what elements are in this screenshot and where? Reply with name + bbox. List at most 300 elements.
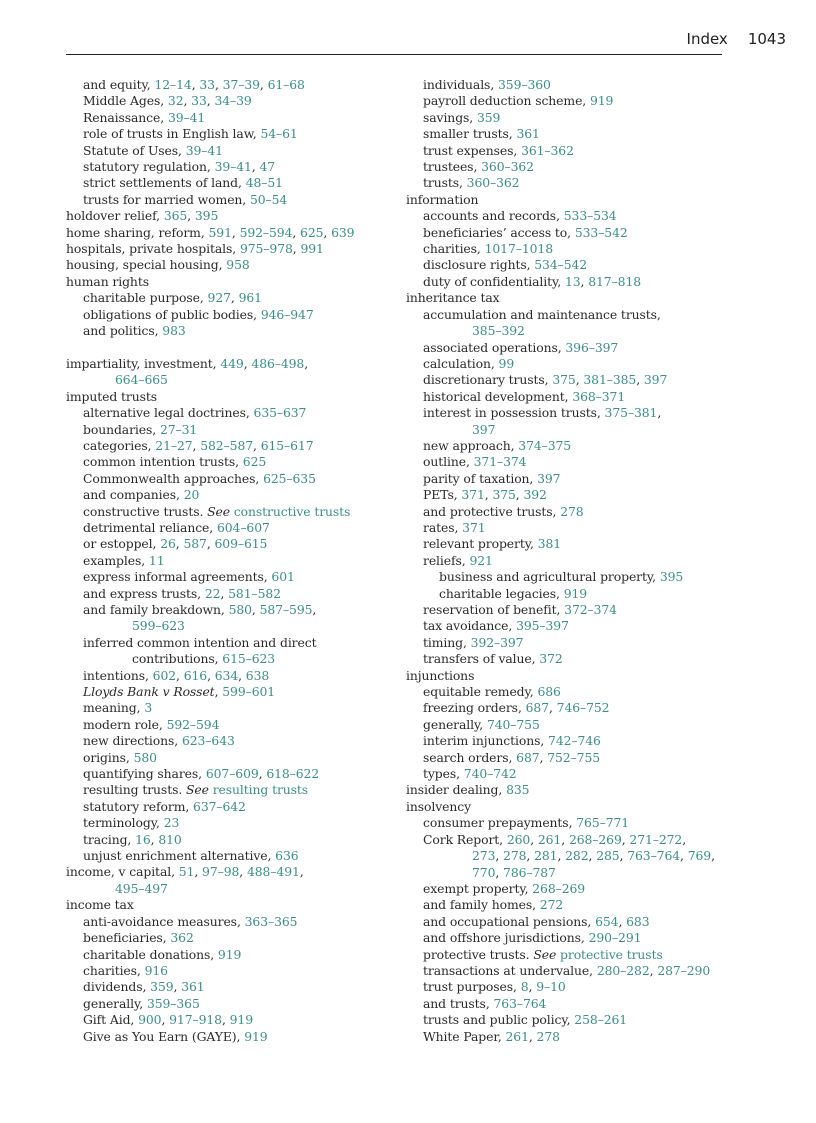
page-reference-link[interactable]: 991 bbox=[300, 241, 324, 257]
index-entry bbox=[406, 799, 786, 815]
page-reference-link[interactable]: 602 bbox=[152, 667, 177, 683]
page-reference-link[interactable]: 278 bbox=[503, 848, 527, 864]
page-reference-link[interactable]: 921 bbox=[469, 552, 493, 568]
entry-text: , bbox=[528, 979, 537, 995]
index-entry bbox=[66, 848, 426, 864]
page-reference-link[interactable]: 625–635 bbox=[263, 470, 316, 486]
page-reference-link[interactable]: 397 bbox=[472, 421, 496, 437]
page-reference-link[interactable]: 372 bbox=[539, 651, 563, 667]
page-reference-link[interactable]: 39–41 bbox=[167, 109, 206, 125]
page-reference-link[interactable]: 287–290 bbox=[657, 962, 711, 978]
page-reference-link[interactable]: 361 bbox=[181, 979, 205, 995]
entry-text: Gift Aid, bbox=[83, 1012, 139, 1028]
page-reference-link[interactable]: 683 bbox=[626, 913, 650, 929]
entry-text: equitable remedy, bbox=[423, 684, 538, 700]
page-reference-link[interactable]: 534–542 bbox=[534, 257, 588, 273]
page-reference-link[interactable]: 917–918 bbox=[169, 1012, 222, 1028]
page-reference-link[interactable]: 397 bbox=[643, 372, 668, 388]
entry-text: , bbox=[515, 487, 524, 503]
page-reference-link[interactable]: 13 bbox=[564, 273, 581, 289]
page-reference-link[interactable]: 623–643 bbox=[181, 733, 235, 749]
page-reference-link[interactable]: 280–282 bbox=[596, 962, 650, 978]
entry-text: trustees, bbox=[423, 159, 482, 175]
page-reference-link[interactable]: 278 bbox=[536, 1028, 560, 1044]
entry-text: trusts, bbox=[423, 175, 467, 191]
entry-text: , bbox=[530, 831, 538, 847]
page-reference-link[interactable]: 368–371 bbox=[572, 388, 626, 404]
index-entry bbox=[406, 356, 786, 372]
entry-text: statutory regulation, bbox=[83, 159, 215, 175]
index-entry bbox=[406, 553, 786, 569]
page-reference-link[interactable]: 1017–1018 bbox=[484, 241, 553, 257]
entry-text: , bbox=[220, 585, 229, 601]
page-reference-link[interactable]: 634 bbox=[214, 667, 239, 683]
page-reference-link[interactable]: 8 bbox=[520, 979, 529, 995]
entry-text: , bbox=[495, 848, 504, 864]
entry-text: anti-avoidance measures, bbox=[83, 913, 245, 929]
page-reference-link[interactable]: 664–665 bbox=[115, 372, 168, 388]
page-reference-link[interactable]: 11 bbox=[148, 552, 165, 568]
page-reference-link[interactable]: 599–601 bbox=[222, 684, 276, 700]
page-reference-link[interactable]: 740–742 bbox=[463, 766, 517, 782]
entry-text: and companies, bbox=[83, 487, 184, 503]
entry-text: Statute of Uses, bbox=[83, 142, 186, 158]
entry-text: impartiality, investment, bbox=[66, 355, 221, 371]
page-reference-link[interactable]: 27–31 bbox=[159, 421, 198, 437]
page-reference-link[interactable]: 37–39 bbox=[222, 77, 260, 92]
index-entry bbox=[66, 323, 426, 339]
page-reference-link[interactable]: 273 bbox=[472, 848, 496, 864]
page-reference-link[interactable]: 786–787 bbox=[503, 864, 556, 880]
page-reference-link[interactable]: 375 bbox=[492, 487, 516, 503]
index-entry bbox=[406, 733, 786, 749]
index-entry bbox=[66, 307, 426, 323]
page-reference-link[interactable]: 392 bbox=[523, 487, 547, 503]
entry-text: obligations of public bodies, bbox=[83, 306, 261, 322]
page-reference-link[interactable]: constructive trusts bbox=[233, 503, 351, 519]
page-reference-link[interactable]: 61–68 bbox=[267, 77, 305, 92]
page-reference-link[interactable]: 765–771 bbox=[576, 815, 630, 831]
entry-text: , bbox=[251, 601, 260, 617]
page-reference-link[interactable]: 268–269 bbox=[532, 880, 586, 896]
entry-text: accounts and records, bbox=[423, 208, 564, 224]
page-reference-link[interactable]: 635–637 bbox=[253, 405, 307, 421]
entry-text: information bbox=[406, 191, 479, 207]
index-entry bbox=[66, 733, 426, 749]
page-reference-link[interactable]: 581–582 bbox=[228, 585, 281, 601]
page-reference-link[interactable]: 278 bbox=[560, 503, 584, 519]
index-entry bbox=[406, 766, 786, 782]
page-reference-link[interactable]: 290–291 bbox=[588, 930, 642, 946]
page-reference-link[interactable]: 961 bbox=[238, 290, 262, 306]
index-entry bbox=[406, 782, 786, 798]
page-reference-link[interactable]: 927 bbox=[207, 290, 231, 306]
index-entry bbox=[406, 996, 786, 1012]
page-reference-link[interactable]: 636 bbox=[275, 848, 299, 864]
page-reference-link[interactable]: 770 bbox=[472, 864, 496, 880]
index-entry bbox=[66, 864, 426, 880]
page-reference-link[interactable]: 47 bbox=[259, 159, 276, 175]
entry-text: charitable legacies, bbox=[439, 585, 564, 601]
entry-text: generally, bbox=[423, 716, 487, 732]
page-reference-link[interactable]: 48–51 bbox=[245, 175, 283, 191]
entry-text: , bbox=[176, 667, 184, 683]
index-entry bbox=[406, 700, 786, 716]
entry-text: and family breakdown, bbox=[83, 601, 229, 617]
page-reference-link[interactable]: 361 bbox=[516, 126, 540, 142]
entry-text: calculation, bbox=[423, 355, 499, 371]
index-column-right bbox=[406, 77, 786, 1045]
page-reference-link[interactable]: 607–609 bbox=[205, 766, 259, 782]
entry-text: , bbox=[575, 372, 584, 388]
page-reference-link[interactable]: 592–594 bbox=[239, 224, 293, 240]
page-reference-link[interactable]: 285 bbox=[596, 848, 620, 864]
page-reference-link[interactable]: 654 bbox=[595, 913, 619, 929]
page-reference-link[interactable]: 495–497 bbox=[115, 880, 168, 896]
index-entry bbox=[406, 93, 786, 109]
page-reference-link[interactable]: 359 bbox=[150, 979, 174, 995]
entry-text: meaning, bbox=[83, 700, 145, 716]
page-reference-link[interactable]: 946–947 bbox=[260, 306, 314, 322]
page-reference-link[interactable]: 97–98 bbox=[202, 864, 240, 880]
page-reference-link[interactable]: 919 bbox=[244, 1028, 268, 1044]
page-reference-link[interactable]: 3 bbox=[144, 700, 153, 716]
index-entry bbox=[406, 897, 786, 913]
entry-text: , bbox=[292, 241, 301, 257]
index-entry bbox=[66, 832, 426, 848]
page-reference-link[interactable]: protective trusts bbox=[560, 946, 663, 962]
page-reference-link[interactable]: 983 bbox=[162, 323, 186, 339]
entry-text: , bbox=[253, 437, 261, 453]
entry-text: , bbox=[580, 273, 589, 289]
page-reference-link[interactable]: 23 bbox=[163, 815, 180, 831]
page-reference-link[interactable]: 488–491 bbox=[246, 864, 300, 880]
page-reference-link[interactable]: 261 bbox=[537, 831, 562, 847]
index-entry bbox=[66, 979, 426, 995]
entry-text: , bbox=[711, 848, 715, 864]
page-reference-link[interactable]: 599–623 bbox=[132, 618, 185, 634]
page-reference-link[interactable]: 686 bbox=[537, 684, 561, 700]
index-entry bbox=[406, 405, 786, 421]
index-entry bbox=[406, 750, 786, 766]
page-reference-link[interactable]: 919 bbox=[217, 946, 242, 962]
page-reference-link[interactable]: 625 bbox=[242, 454, 267, 470]
page-reference-link[interactable]: 587 bbox=[183, 536, 207, 552]
page-reference-link[interactable]: 395–397 bbox=[516, 618, 569, 634]
page-reference-link[interactable]: 363–365 bbox=[244, 913, 298, 929]
index-entry bbox=[406, 520, 786, 536]
index-entry bbox=[66, 241, 426, 257]
entry-text: Middle Ages, bbox=[83, 93, 168, 109]
running-header bbox=[66, 30, 786, 54]
page-reference-link[interactable]: 975–978 bbox=[239, 241, 293, 257]
page-reference-link[interactable]: 742–746 bbox=[548, 733, 601, 749]
index-entry bbox=[66, 782, 426, 798]
entry-text: , bbox=[557, 848, 566, 864]
index-entry bbox=[66, 963, 426, 979]
page-reference-link[interactable]: 592–594 bbox=[166, 716, 220, 732]
page-reference-link[interactable]: 375 bbox=[552, 372, 576, 388]
page-reference-link[interactable]: 51 bbox=[178, 864, 195, 880]
page-reference-link[interactable]: 361–362 bbox=[521, 142, 574, 158]
index-entry bbox=[406, 979, 786, 995]
page-reference-link[interactable]: 587–595 bbox=[259, 601, 313, 617]
entry-text: express informal agreements, bbox=[83, 569, 272, 585]
entry-text: inheritance tax bbox=[406, 290, 500, 306]
page-reference-link[interactable]: 16 bbox=[135, 831, 151, 847]
page-reference-link[interactable]: 33 bbox=[191, 93, 207, 109]
index-entry bbox=[406, 487, 786, 503]
page-reference-link[interactable]: 486–498 bbox=[251, 355, 305, 371]
page-reference-link[interactable]: 638 bbox=[245, 667, 270, 683]
page-reference-link[interactable]: 580 bbox=[133, 749, 157, 765]
index-entry bbox=[66, 569, 426, 585]
entry-text: strict settlements of land, bbox=[83, 175, 246, 191]
entry-text: intentions, bbox=[83, 667, 153, 683]
page-reference-link[interactable]: 281 bbox=[534, 848, 558, 864]
entry-text: , bbox=[173, 979, 182, 995]
page-reference-link[interactable]: 687 bbox=[516, 749, 540, 765]
page-reference-link[interactable]: 601 bbox=[271, 569, 295, 585]
entry-text: boundaries, bbox=[83, 421, 160, 437]
entry-text: White Paper, bbox=[423, 1028, 506, 1044]
index-entry bbox=[406, 389, 786, 405]
italic-text: See bbox=[533, 946, 557, 962]
index-entry bbox=[66, 290, 426, 306]
entry-text: modern role, bbox=[83, 716, 167, 732]
page-reference-link[interactable]: 372–374 bbox=[564, 602, 617, 617]
page-reference-link[interactable]: 371 bbox=[462, 519, 486, 535]
page-reference-link[interactable]: 919 bbox=[589, 93, 614, 109]
page-reference-link[interactable]: 33 bbox=[199, 77, 215, 92]
entry-text: dividends, bbox=[83, 979, 151, 995]
index-entry bbox=[66, 700, 426, 716]
index-entry bbox=[406, 225, 786, 241]
page-reference-link[interactable]: 50–54 bbox=[249, 191, 288, 207]
index-entry bbox=[406, 192, 786, 208]
index-entry bbox=[66, 389, 426, 405]
entry-text: and express trusts, bbox=[83, 585, 205, 601]
page-reference-link[interactable]: 360–362 bbox=[481, 159, 534, 175]
entry-text: human rights bbox=[66, 273, 149, 289]
entry-text: smaller trusts, bbox=[423, 126, 517, 142]
entry-text: , bbox=[621, 831, 630, 847]
entry-text: , bbox=[251, 159, 260, 175]
index-entry bbox=[406, 832, 786, 848]
page-reference-link[interactable]: 916 bbox=[144, 962, 168, 978]
entry-text: contributions, bbox=[132, 651, 223, 667]
page-reference-link[interactable]: 746–752 bbox=[556, 700, 610, 716]
page-reference-link[interactable]: 359–360 bbox=[498, 77, 551, 92]
index-entry bbox=[406, 668, 786, 684]
page-reference-link[interactable]: 381 bbox=[537, 536, 562, 552]
entry-text: tax avoidance, bbox=[423, 618, 517, 634]
index-entry bbox=[406, 290, 786, 306]
index-entry bbox=[66, 274, 426, 290]
page-reference-link[interactable]: 371 bbox=[461, 487, 485, 503]
index-entry bbox=[406, 586, 786, 602]
index-entry bbox=[406, 963, 786, 979]
entry-text: income tax bbox=[66, 897, 134, 913]
page-reference-link[interactable]: 817–818 bbox=[588, 273, 642, 289]
entry-text: terminology, bbox=[83, 815, 164, 831]
page-reference-link[interactable]: 385–392 bbox=[472, 323, 525, 339]
entry-text: protective trusts. bbox=[423, 946, 534, 962]
entry-text: detrimental reliance, bbox=[83, 519, 217, 535]
entry-text: housing, special housing, bbox=[66, 257, 227, 273]
index-entry bbox=[406, 815, 786, 831]
entry-text: relevant property, bbox=[423, 536, 538, 552]
page-reference-link[interactable]: 625 bbox=[300, 224, 324, 240]
page-reference-link[interactable]: 919 bbox=[563, 585, 588, 601]
index-entry bbox=[66, 471, 426, 487]
entry-text: reservation of benefit, bbox=[423, 602, 565, 617]
entry-text: , bbox=[299, 864, 304, 880]
page-reference-link[interactable]: 615–623 bbox=[222, 651, 276, 667]
page-reference-link[interactable]: 34–39 bbox=[214, 93, 252, 109]
page-reference-link[interactable]: 763–764 bbox=[493, 995, 547, 1011]
index-entry bbox=[66, 684, 426, 700]
page-reference-link[interactable]: 22 bbox=[204, 585, 221, 601]
index-entry bbox=[406, 323, 786, 339]
entry-text: trusts and public policy, bbox=[423, 1012, 575, 1028]
page-reference-link[interactable]: 752–755 bbox=[547, 749, 601, 765]
index-entry bbox=[66, 208, 426, 224]
entry-text: and equity, bbox=[83, 77, 155, 92]
page-reference-link[interactable]: 365 bbox=[163, 208, 188, 224]
entry-text: parity of taxation, bbox=[423, 470, 538, 486]
page-reference-link[interactable]: 32 bbox=[167, 93, 184, 109]
entry-text: new approach, bbox=[423, 437, 519, 453]
page-reference-link[interactable]: 371–374 bbox=[473, 454, 527, 470]
page-reference-link[interactable]: 395 bbox=[194, 208, 219, 224]
page-reference-link[interactable]: 20 bbox=[183, 487, 200, 503]
entry-text: charitable donations, bbox=[83, 946, 218, 962]
entry-text: charitable purpose, bbox=[83, 290, 208, 306]
entry-text: business and agricultural property, bbox=[439, 569, 660, 585]
page-reference-link[interactable]: 639 bbox=[331, 224, 355, 240]
entry-text: constructive trusts. bbox=[83, 503, 208, 519]
page-reference-link[interactable]: 769 bbox=[687, 848, 712, 864]
page-reference-link[interactable]: 359 bbox=[476, 109, 501, 125]
entry-text: rates, bbox=[423, 519, 463, 535]
page-reference-link[interactable]: 449 bbox=[220, 355, 244, 371]
page-reference-link[interactable]: 39–41 bbox=[214, 159, 252, 175]
page-reference-link[interactable]: 397 bbox=[537, 470, 561, 486]
entry-text: , bbox=[206, 93, 215, 109]
entry-text: , bbox=[161, 1012, 170, 1028]
entry-text: , bbox=[292, 224, 301, 240]
page-reference-link[interactable]: 900 bbox=[138, 1012, 162, 1028]
page-reference-link[interactable]: 362 bbox=[170, 930, 194, 946]
entry-text: , bbox=[238, 667, 246, 683]
page-reference-link[interactable]: 958 bbox=[226, 257, 250, 273]
page-reference-link[interactable]: 268–269 bbox=[568, 831, 622, 847]
page-reference-link[interactable]: 618–622 bbox=[266, 766, 320, 782]
page-reference-link[interactable]: 282 bbox=[565, 848, 589, 864]
italic-text: See bbox=[186, 782, 209, 798]
index-entry bbox=[406, 159, 786, 175]
page-reference-link[interactable]: 533–542 bbox=[574, 224, 628, 240]
entry-text: , bbox=[323, 224, 332, 240]
index-entry bbox=[66, 536, 426, 552]
page-reference-link[interactable]: 810 bbox=[158, 831, 182, 847]
index-entry bbox=[406, 274, 786, 290]
page-reference-link[interactable]: 763–764 bbox=[627, 848, 681, 864]
index-entry bbox=[406, 930, 786, 946]
page-reference-link[interactable]: 54–61 bbox=[260, 126, 298, 142]
page-reference-link[interactable]: 919 bbox=[229, 1012, 253, 1028]
page-reference-link[interactable]: 604–607 bbox=[216, 519, 270, 535]
page-reference-link[interactable]: 12–14 bbox=[154, 77, 192, 92]
header-section-title: Index bbox=[686, 30, 728, 48]
index-entry bbox=[406, 438, 786, 454]
page-reference-link[interactable]: 609–615 bbox=[214, 536, 268, 552]
entry-text: , bbox=[528, 1028, 537, 1044]
index-entry bbox=[66, 126, 426, 142]
entry-text: exempt property, bbox=[423, 880, 533, 896]
page-reference-link[interactable]: 99 bbox=[498, 355, 515, 371]
page-reference-link[interactable]: 637–642 bbox=[193, 798, 246, 814]
entry-text: role of trusts in English law, bbox=[83, 126, 261, 142]
page-reference-link[interactable]: 533–534 bbox=[563, 208, 617, 224]
index-entry bbox=[66, 192, 426, 208]
page-reference-link[interactable]: 740–755 bbox=[486, 716, 540, 732]
page-reference-link[interactable]: 396–397 bbox=[565, 339, 619, 355]
entry-text: , bbox=[239, 864, 247, 880]
entry-text: charities, bbox=[423, 241, 485, 257]
entry-text: trusts for married women, bbox=[83, 191, 250, 207]
index-entry bbox=[66, 602, 426, 618]
page-reference-link[interactable]: resulting trusts bbox=[212, 782, 309, 798]
page-reference-link[interactable]: 39–41 bbox=[185, 142, 223, 158]
page-reference-link[interactable]: 271–272 bbox=[629, 831, 683, 847]
page-reference-link[interactable]: 359–365 bbox=[146, 995, 200, 1011]
page-reference-link[interactable]: 835 bbox=[506, 782, 530, 798]
index-entry bbox=[406, 947, 786, 963]
page-reference-link[interactable]: 21–27 bbox=[155, 437, 193, 453]
page-reference-link[interactable]: 374–375 bbox=[518, 437, 572, 453]
entry-text: outline, bbox=[423, 454, 474, 470]
page-reference-link[interactable]: 615–617 bbox=[260, 437, 314, 453]
page-reference-link[interactable]: 616 bbox=[183, 667, 208, 683]
page-reference-link[interactable]: 375–381 bbox=[604, 405, 658, 421]
page-reference-link[interactable]: 591 bbox=[208, 224, 232, 240]
index-entry bbox=[406, 881, 786, 897]
page-reference-link[interactable]: 26 bbox=[160, 536, 176, 552]
page-reference-link[interactable]: 381–385 bbox=[583, 372, 637, 388]
page-reference-link[interactable]: 272 bbox=[539, 897, 564, 913]
entry-text: consumer prepayments, bbox=[423, 815, 577, 831]
page-reference-link[interactable]: 261 bbox=[505, 1028, 529, 1044]
entry-text: resulting trusts. bbox=[83, 782, 187, 798]
entry-text: payroll deduction scheme, bbox=[423, 93, 590, 109]
entry-text: , bbox=[657, 405, 662, 421]
entry-text: insolvency bbox=[406, 798, 471, 814]
page-reference-link[interactable]: 687 bbox=[525, 700, 549, 716]
page-reference-link[interactable]: 260 bbox=[506, 831, 531, 847]
index-entry bbox=[406, 471, 786, 487]
index-entry bbox=[66, 799, 426, 815]
page-reference-link[interactable]: 392–397 bbox=[470, 634, 524, 650]
page-reference-link[interactable]: 580 bbox=[228, 601, 252, 617]
page-reference-link[interactable]: 582–587 bbox=[200, 437, 254, 453]
page-reference-link[interactable]: 395 bbox=[659, 569, 684, 585]
page-reference-link[interactable]: 9–10 bbox=[536, 979, 566, 995]
index-entry bbox=[406, 126, 786, 142]
page-reference-link[interactable]: 360–362 bbox=[466, 175, 520, 191]
page-reference-link[interactable]: 258–261 bbox=[574, 1012, 628, 1028]
